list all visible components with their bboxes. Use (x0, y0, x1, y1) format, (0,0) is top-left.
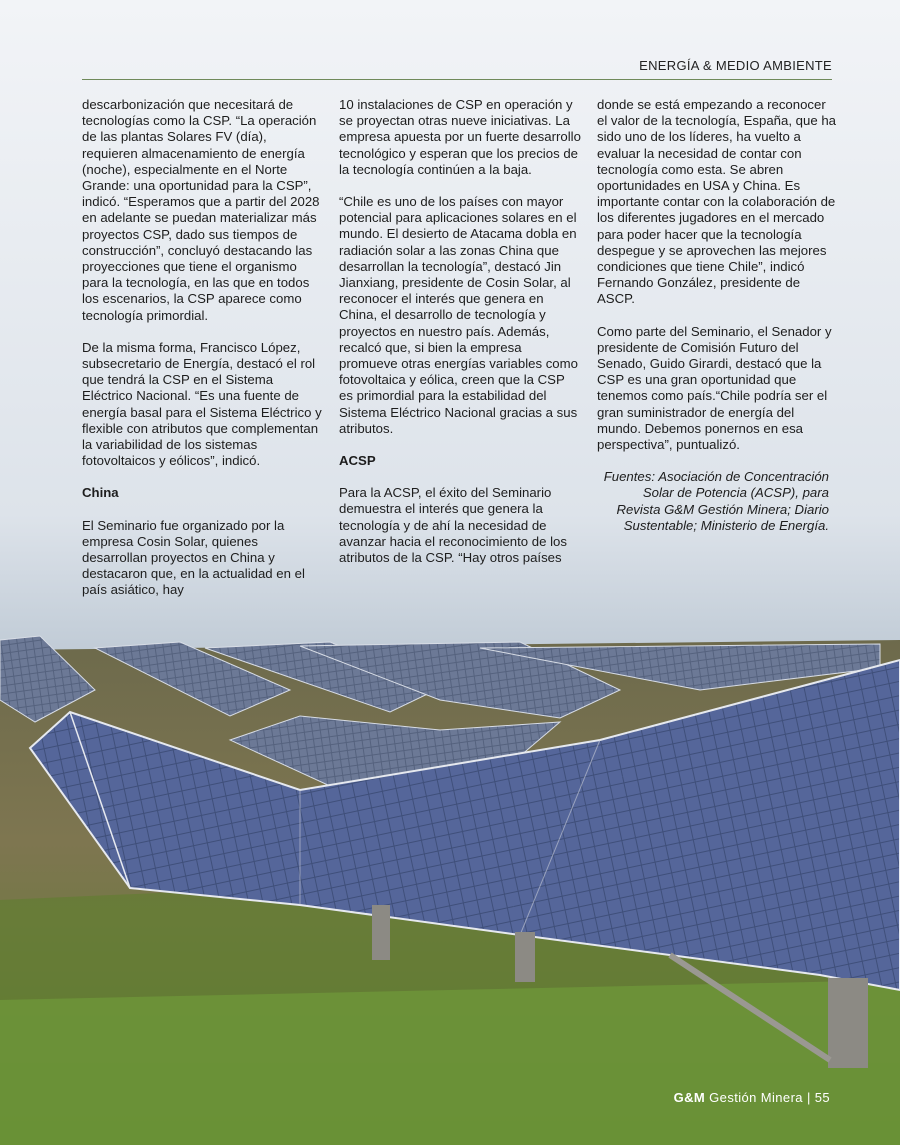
page-number: 55 (814, 1090, 830, 1105)
paragraph: “Chile es uno de los países con mayor potencial para aplicaciones solares en el mundo. El desierto de Atacama dobla en radiación solar a las zonas China que desarrollan la tecnología”, destacó Jin Jianxiang, presidente de Cosin Solar, al reconocer el interés que genera en China, el desarrollo de tecnología y proyectos en nuestro país. Además, recalcó que, si bien la empresa promueve otras energías variables como fotovoltaica y eólica, creen que la CSP es primordial para la estabilidad del Sistema Eléctrico Nacional gracias a sus atributos. (339, 194, 578, 436)
footer-separator: | (806, 1090, 811, 1105)
subheading-china: China (82, 485, 119, 501)
paragraph: Como parte del Seminario, el Senador y presidente de Comisión Futuro del Senado, Guido Girardi, destacó que la CSP es una gran oportunidad que tenemos como país.“Chile podría ser el gran suministrador de energía del mundo. Debemos ponernos en esa perspectiva”, puntualizó. (597, 323, 832, 453)
page-footer (674, 1090, 830, 1105)
paragraph: De la misma forma, Francisco López, subsecretario de Energía, destacó el rol que tendrá la CSP en el Sistema Eléctrico Nacional. “Es una fuente de energía basal para el Sistema Eléctrico y flexible con atributos que complementan la variabilidad de los sistemas fotovoltaicos y eólicos”, indicó. (82, 339, 322, 469)
header-rule (82, 79, 832, 80)
paragraph: 10 instalaciones de CSP en operación y se proyectan otras nueve iniciativas. La empresa apuesta por un fuerte desarrollo tecnológico y esperan que los precios de la tecnología continúen a la baja. (339, 97, 581, 177)
paragraph: donde se está empezando a reconocer el valor de la tecnología, España, que ha sido uno de los líderes, ha vuelto a evaluar la necesidad de contar con tecnología como esta. Se abren oportunidades en USA y China. Es importante contar con la colaboración de los diferentes jugadores en el mercado para poder hacer que la tecnología despegue y se aprovechen las mejores condiciones que tiene Chile”, indicó Fernando González, presidente de ASCP. (597, 97, 837, 307)
section-label: ENERGÍA & MEDIO AMBIENTE (639, 58, 832, 73)
paragraph: El Seminario fue organizado por la empresa Cosin Solar, quienes desarrollan proyectos en China y destacaron que, en la actualidad en el país asiático, hay (82, 517, 305, 598)
publication-name: Gestión Minera (709, 1090, 803, 1105)
sources-note: Fuentes: Asociación de Concentración Solar de Potencia (ACSP), para Revista G&M Gestión Minera; Diario Sustentable; Ministerio de Energía. (603, 469, 829, 533)
article-column-2 (339, 97, 581, 582)
paragraph: Para la ACSP, el éxito del Seminario demuestra el interés que genera la tecnología y de ahí la necesidad de avanzar hacia el reconocimiento de los atributos de la CSP. “Hay otros países (339, 485, 567, 566)
brand-name: G&M (673, 1090, 706, 1105)
subheading-acsp: ACSP (339, 453, 376, 469)
paragraph: descarbonización que necesitará de tecnologías como la CSP. “La operación de las plantas Solares FV (día), requieren almacenamiento de energía (noche), especialmente en el Norte Grande: una oportunidad para la CSP”, indicó. “Esperamos que a partir del 2028 en adelante se puedan materializar más proyectos CSP, dado sus tiempos de construcción”, concluyó destacando las proyecciones que tiene el organismo para la tecnología, en las que en todos los escenarios, la CSP aparece como tecnología primordial. (82, 97, 320, 323)
article-column-1 (82, 97, 324, 615)
article-column-3 (597, 97, 839, 550)
